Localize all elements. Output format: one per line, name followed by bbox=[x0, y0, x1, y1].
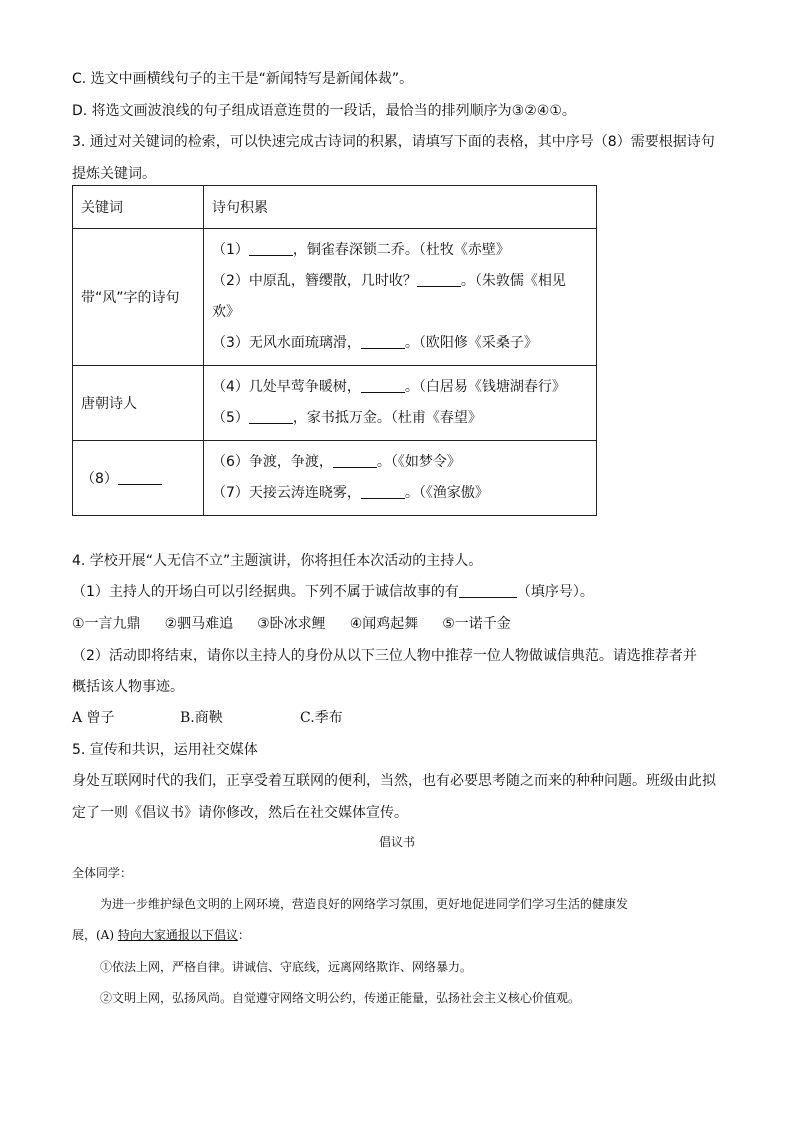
option-item: ②驷马难追 bbox=[164, 616, 234, 632]
answer-blank[interactable] bbox=[333, 453, 377, 468]
person-option: A 曾子 bbox=[72, 710, 115, 726]
q4-sub1: （1）主持人的开场白可以引经据典。下列不属于诚信故事的有 （填序号）。 bbox=[72, 584, 594, 600]
option-item: ⑤一诺千金 bbox=[442, 616, 511, 632]
answer-blank[interactable] bbox=[118, 470, 162, 485]
person-option: C.季布 bbox=[300, 710, 343, 726]
answer-blank[interactable] bbox=[249, 241, 293, 256]
q3-stem-line1: 3. 通过对关键词的检索，可以快速完成古诗词的积累，请填写下面的表格，其中序号（8）需要根据诗句 bbox=[72, 134, 715, 150]
letter-title: 倡议书 bbox=[378, 835, 415, 849]
q5-para-line2: 定了一则《倡议书》请你修改，然后在社交媒体宣传。 bbox=[72, 805, 408, 821]
q4-people bbox=[72, 707, 343, 727]
answer-blank[interactable] bbox=[361, 334, 405, 349]
letter-item-1: ①依法上网，严格自律。讲诚信、守底线，远离网络欺诈、网络暴力。 bbox=[100, 960, 473, 974]
answer-blank[interactable] bbox=[361, 484, 405, 499]
row-keyword: （8） bbox=[81, 471, 118, 487]
answer-blank[interactable] bbox=[361, 378, 405, 393]
q4-options bbox=[72, 613, 535, 633]
poem-table bbox=[72, 185, 597, 516]
option-item: ③卧冰求鲤 bbox=[257, 616, 326, 632]
answer-blank[interactable] bbox=[417, 272, 461, 287]
q5-stem: 5. 宣传和共识，运用社交媒体 bbox=[72, 742, 258, 758]
person-option: B.商鞅 bbox=[180, 710, 223, 726]
underlined-phrase-a: 特向大家通报以下倡议 bbox=[117, 928, 238, 942]
letter-item-2: ②文明上网，弘扬风尚。自觉遵守网络文明公约，传递正能量，弘扬社会主义核心价值观。 bbox=[100, 991, 581, 1005]
answer-blank[interactable] bbox=[249, 409, 293, 424]
option-d: D. 将选文画波浪线的句子组成语意连贯的一段话，最恰当的排列顺序为③②④①。 bbox=[72, 103, 576, 119]
option-item: ①一言九鼎 bbox=[72, 616, 141, 632]
table-row: （8） （6）争渡，争渡， 。（《如梦令》 （7）天接云涛连晓雾， 。（《渔家傲》 bbox=[73, 441, 597, 516]
row-keyword: 唐朝诗人 bbox=[73, 366, 204, 441]
option-c: C. 选文中画横线句子的主干是“新闻特写是新闻体裁”。 bbox=[72, 71, 414, 87]
answer-blank[interactable] bbox=[459, 583, 517, 598]
q5-para-line1: 身处互联网时代的我们，正享受着互联网的便利，当然，也有必要思考随之而来的种种问题。班级由此拟 bbox=[72, 773, 716, 789]
option-item: ④闻鸡起舞 bbox=[349, 616, 419, 632]
letter-body-line1: 为进一步维护绿色文明的上网环境，营造良好的网络学习氛围，更好地促进同学们学习生活的健康发 bbox=[100, 897, 629, 911]
letter-body-line2: 展，(A) 特向大家通报以下倡议： bbox=[72, 928, 250, 942]
q4-sub2-line2: 概括该人物事迹。 bbox=[72, 679, 184, 695]
letter-greeting: 全体同学： bbox=[72, 866, 133, 880]
row-keyword: 带“风”字的诗句 bbox=[73, 229, 204, 366]
table-header-keyword: 关键词 bbox=[73, 186, 204, 229]
q3-stem-line2: 提炼关键词。 bbox=[72, 166, 156, 182]
q4-stem: 4. 学校开展“人无信不立”主题演讲，你将担任本次活动的主持人。 bbox=[72, 553, 483, 569]
q4-sub2-line1: （2）活动即将结束，请你以主持人的身份从以下三位人物中推荐一位人物做诚信典范。请选推荐者并 bbox=[72, 648, 697, 664]
table-row: 带“风”字的诗句 （1） ，铜雀春深锁二乔。（杜牧《赤壁》 （2）中原乱，簪缨散，几时收？ 。（朱敦儒《相见欢》 （3）无风水面琉璃滑， 。（欧阳修《采桑子》 bbox=[73, 229, 597, 366]
table-header-poem: 诗句积累 bbox=[204, 186, 597, 229]
table-row: 唐朝诗人 （4）几处早莺争暖树， 。（白居易《钱塘湖春行》 （5） ，家书抵万金。（杜甫《春望》 bbox=[73, 366, 597, 441]
